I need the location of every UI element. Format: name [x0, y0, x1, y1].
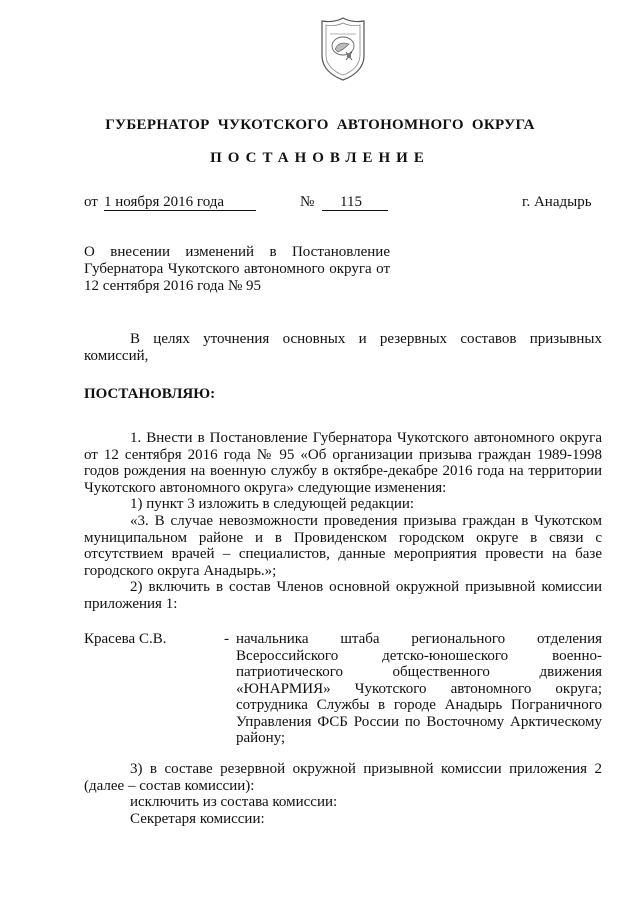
- document-date: [104, 194, 256, 211]
- paragraph-3: «3. В случае невозможности проведения призыва граждан в Чукотском муниципальном районе и в Провиденском городском округе в связи с отсутствием врачей – специалистов, данные мероприятия провести на базе городского округа Анадырь.»;: [84, 513, 602, 579]
- paragraph-5: 3) в составе резервной окружной призывной комиссии приложения 2 (далее – состав комиссии):: [84, 761, 602, 794]
- paragraph-6: исключить из состава комиссии:: [130, 794, 338, 810]
- issuing-authority: ГУБЕРНАТОР ЧУКОТСКОГО АВТОНОМНОГО ОКРУГА: [105, 117, 535, 133]
- number-label: №: [300, 194, 315, 210]
- date-label: от: [84, 194, 98, 210]
- paragraph-7: Секретаря комиссии:: [130, 811, 265, 827]
- document-type: ПОСТАНОВЛЕНИЕ: [210, 150, 430, 166]
- preamble: В целях уточнения основных и резервных составов призывных комиссий,: [84, 331, 602, 364]
- document-number-value: 115: [322, 195, 388, 211]
- document-number: [322, 194, 388, 211]
- coat-of-arms-icon: [316, 16, 370, 82]
- paragraph-2: 1) пункт 3 изложить в следующей редакции:: [130, 496, 415, 512]
- member-name: Красева С.В.: [84, 631, 167, 647]
- member-dash: -: [224, 631, 229, 647]
- decree-word: ПОСТАНОВЛЯЮ:: [84, 386, 216, 402]
- paragraph-1: 1. Внести в Постановление Губернатора Чукотского автономного округа от 12 сентября 2016 года № 95 «Об организации призыва граждан 1989-1998 годов рождения на военную службу в октябре-декабре 2016 года на территории Чукотского автономного округа» следующие изменения:: [84, 430, 602, 496]
- city: г. Анадырь: [522, 194, 592, 210]
- paragraph-4: 2) включить в состав Членов основной окружной призывной комиссии приложения 1:: [84, 579, 602, 612]
- document-date-value: 1 ноября 2016 года: [104, 195, 256, 211]
- member-description: начальника штаба регионального отделения Всероссийского детско-юношеского военно-патриотического общественного движения «ЮНАРМИЯ» Чукотского автономного округа; сотрудника Службы в городе Анадырь Пограничного Управления ФСБ России по Восточному Арктическому району;: [236, 631, 602, 746]
- document-subject: О внесении изменений в Постановление Губернатора Чукотского автономного округа от 12 сентября 2016 года № 95: [84, 244, 390, 294]
